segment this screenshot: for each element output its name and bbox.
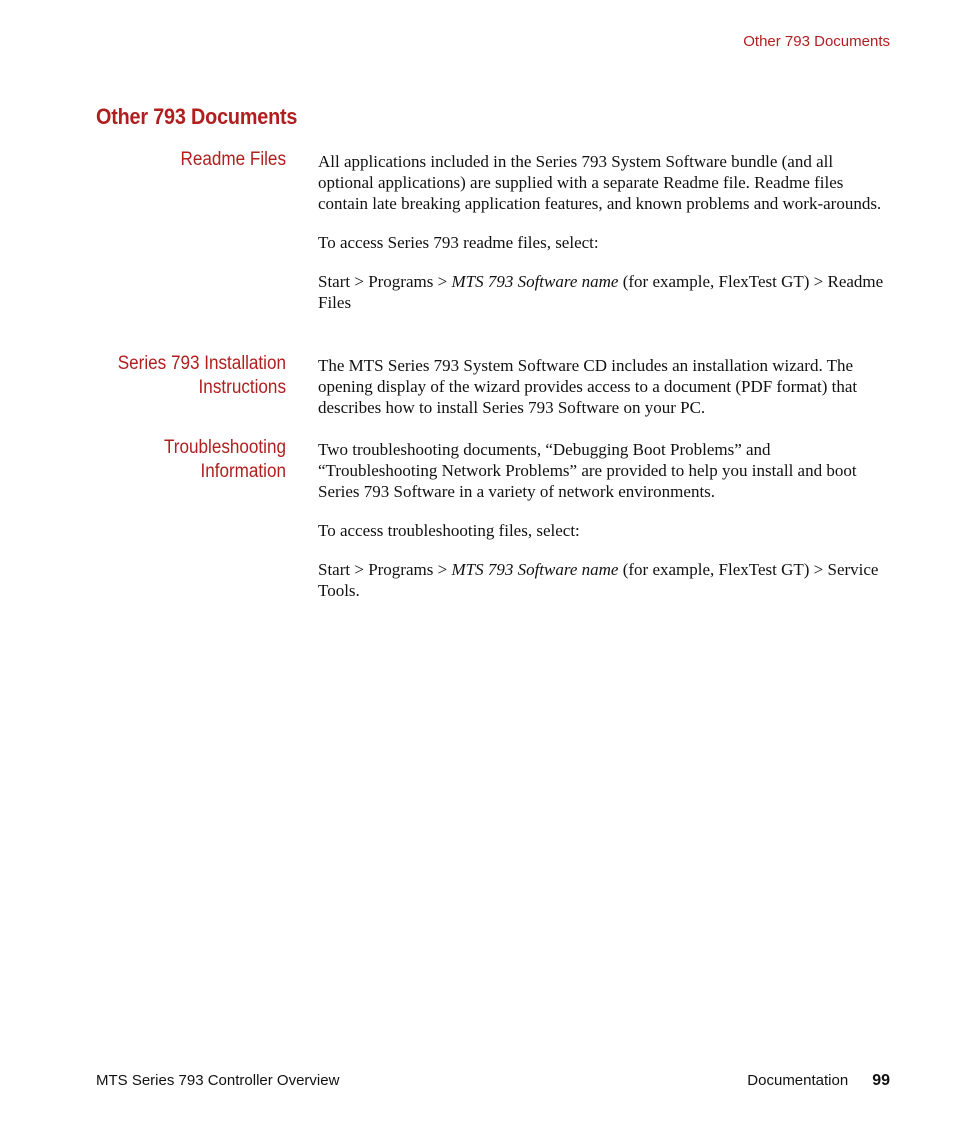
section-heading-line: Instructions: [198, 377, 286, 398]
menu-path-suffix: (for example, FlexTest GT) > Readme Files: [318, 272, 884, 312]
menu-path-suffix: (for example, FlexTest GT) > Service Tools.: [318, 560, 879, 600]
paragraph: To access troubleshooting files, select:: [318, 521, 580, 540]
menu-path: [318, 271, 888, 313]
menu-path: [318, 559, 888, 601]
menu-path-prefix: Start > Programs >: [318, 560, 452, 579]
section-heading-line: Troubleshooting: [163, 437, 286, 458]
menu-path-prefix: Start > Programs >: [318, 272, 452, 291]
footer-chapter: Documentation: [747, 1072, 849, 1089]
footer-right: [747, 1072, 890, 1090]
paragraph: The MTS Series 793 System Software CD includes an installation wizard. The opening display of the wizard provides access to a document (PDF format) that describes how to install Series 793 Software on your PC.: [318, 356, 858, 417]
section-heading-line: Information: [200, 461, 286, 482]
paragraph: All applications included in the Series 793 System Software bundle (and all optional applications) are supplied with a separate Readme file. Readme files contain late breaking application features, and known problems and work-arounds.: [318, 152, 882, 213]
section-body: [318, 439, 888, 619]
section-heading: [79, 436, 286, 484]
section-body: [318, 151, 888, 331]
running-header: Other 793 Documents: [743, 33, 890, 50]
section-heading-line: Series 793 Installation: [117, 353, 286, 374]
menu-path-italic: MTS 793 Software name: [451, 272, 619, 291]
section-heading-line: Readme Files: [180, 149, 286, 170]
section-heading: [79, 148, 286, 172]
paragraph: Two troubleshooting documents, “Debugging Boot Problems” and “Troubleshooting Network Problems” are provided to help you install and boot Series 793 Software in a variety of network environments.: [318, 440, 857, 501]
page-number: 99: [872, 1072, 890, 1089]
page-title: Other 793 Documents: [96, 104, 298, 129]
menu-path-italic: MTS 793 Software name: [451, 560, 619, 579]
paragraph: To access Series 793 readme files, select:: [318, 233, 599, 252]
section-heading: [79, 352, 286, 400]
footer-doc-title: MTS Series 793 Controller Overview: [96, 1072, 340, 1089]
section-body: [318, 355, 888, 436]
